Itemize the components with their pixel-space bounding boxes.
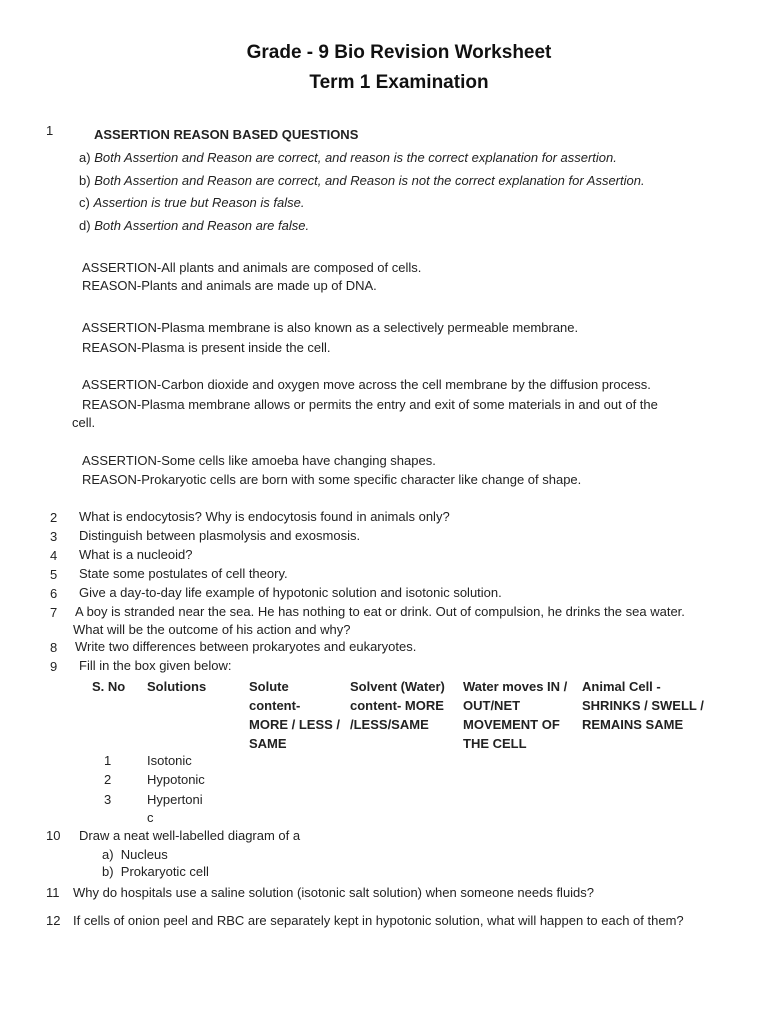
question-7-text-continued: What will be the outcome of his action and why? (73, 622, 351, 637)
item-text: Prokaryotic cell (120, 864, 209, 879)
option-letter: b) (79, 173, 91, 188)
question-7-text: A boy is stranded near the sea. He has nothing to eat or drink. Out of compulsion, he drinks the sea water. (75, 604, 685, 619)
question-2-text: What is endocytosis? Why is endocytosis found in animals only? (79, 509, 450, 524)
question-number: 10 (46, 828, 61, 843)
reason-3: REASON-Plasma membrane allows or permits the entry and exit of some materials in and out of the (82, 397, 658, 412)
question-number: 4 (50, 548, 58, 563)
question-12-text: If cells of onion peel and RBC are separately kept in hypotonic solution, what will happen to each of them? (73, 913, 684, 928)
table-header-solutions: Solutions (147, 679, 207, 694)
option-letter: d) (79, 218, 91, 233)
question-11-text: Why do hospitals use a saline solution (isotonic salt solution) when someone needs fluids? (73, 885, 595, 900)
table-header-animal-cell: Animal Cell - SHRINKS / SWELL / REMAINS SAME (582, 679, 704, 732)
table-header-water-movement: Water moves IN / OUT/NET MOVEMENT OF THE CELL (463, 679, 568, 751)
worksheet-title: Grade - 9 Bio Revision Worksheet (246, 42, 552, 63)
table-cell-solution-continued: c (147, 810, 154, 825)
table-cell-solution: Hypertoni (147, 792, 203, 807)
table-cell-sno: 3 (104, 792, 112, 807)
item-letter: b) (102, 864, 114, 879)
question-number: 3 (50, 529, 58, 544)
question-number: 12 (46, 913, 61, 928)
assertion-4: ASSERTION-Some cells like amoeba have changing shapes. (82, 453, 436, 468)
reason-3-continued: cell. (72, 415, 96, 430)
question-10-text: Draw a neat well-labelled diagram of a (79, 828, 301, 843)
question-6-text: Give a day-to-day life example of hypotonic solution and isotonic solution. (79, 585, 502, 600)
question-number: 9 (50, 659, 58, 674)
assertion-2: ASSERTION-Plasma membrane is also known as a selectively permeable membrane. (82, 320, 579, 335)
question-8-text: Write two differences between prokaryotes and eukaryotes. (75, 639, 417, 654)
table-header-sno: S. No (92, 679, 126, 694)
option-a (79, 149, 617, 167)
question-10-item-a (102, 846, 168, 864)
question-9-text: Fill in the box given below: (79, 658, 232, 673)
table-cell-sno: 1 (104, 753, 112, 768)
question-3-text: Distinguish between plasmolysis and exosmosis. (79, 528, 361, 543)
question-10-item-b (102, 863, 209, 881)
option-letter: c) (79, 195, 90, 210)
item-letter: a) (102, 847, 114, 862)
question-number: 11 (46, 885, 60, 900)
question-number: 6 (50, 586, 58, 601)
option-b (79, 172, 645, 190)
question-number: 8 (50, 640, 58, 655)
question-number: 5 (50, 567, 58, 582)
question-number: 1 (46, 123, 54, 138)
option-c (79, 194, 304, 212)
option-d (79, 217, 309, 235)
option-text: Both Assertion and Reason are false. (94, 218, 310, 233)
assertion-3: ASSERTION-Carbon dioxide and oxygen move across the cell membrane by the diffusion process. (82, 377, 651, 392)
assertion-1: ASSERTION-All plants and animals are composed of cells. (82, 260, 422, 275)
question-5-text: State some postulates of cell theory. (79, 566, 288, 581)
exam-subtitle: Term 1 Examination (309, 72, 489, 93)
table-cell-solution: Isotonic (147, 753, 192, 768)
option-text: Both Assertion and Reason are correct, and reason is the correct explanation for assertion. (94, 150, 617, 165)
section-heading: ASSERTION REASON BASED QUESTIONS (94, 127, 359, 142)
table-cell-sno: 2 (104, 772, 112, 787)
option-letter: a) (79, 150, 91, 165)
item-text: Nucleus (120, 847, 168, 862)
question-number: 2 (50, 510, 58, 525)
table-header-solute: Solute content- MORE / LESS / SAME (249, 679, 341, 751)
table-cell-solution: Hypotonic (147, 772, 205, 787)
reason-1: REASON-Plants and animals are made up of DNA. (82, 278, 377, 293)
reason-2: REASON-Plasma is present inside the cell. (82, 340, 331, 355)
question-4-text: What is a nucleoid? (79, 547, 193, 562)
option-text: Assertion is true but Reason is false. (93, 195, 305, 210)
option-text: Both Assertion and Reason are correct, and Reason is not the correct explanation for Assertion. (94, 173, 645, 188)
reason-4: REASON-Prokaryotic cells are born with some specific character like change of shape. (82, 472, 582, 487)
question-number: 7 (50, 605, 58, 620)
table-header-solvent: Solvent (Water) content- MORE /LESS/SAME (350, 679, 445, 732)
